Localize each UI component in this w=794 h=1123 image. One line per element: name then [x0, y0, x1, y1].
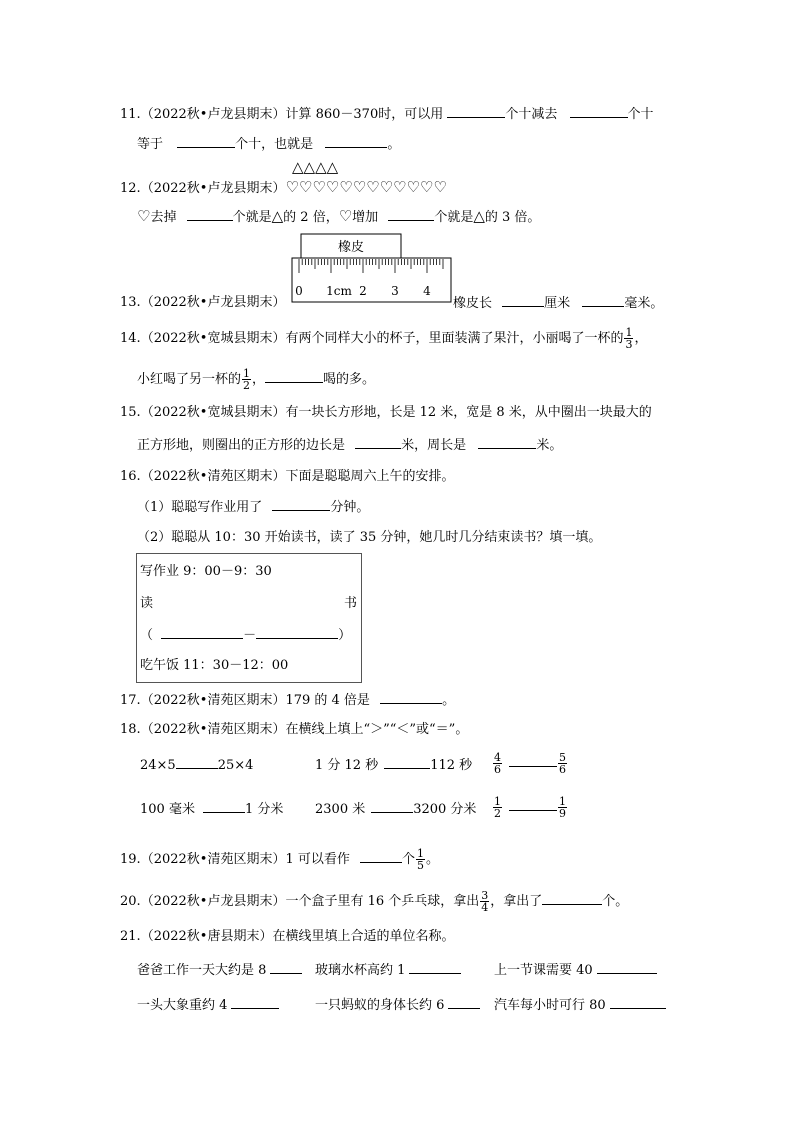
- q11-blank-4[interactable]: [325, 135, 387, 148]
- q13-number: 13.: [120, 295, 141, 310]
- q18-r1-a: 24×5 25×4: [140, 758, 254, 773]
- q18-r2-a: 100 毫米 1 分米: [140, 802, 284, 817]
- schedule-homework: 写作业 9：00－9：30: [140, 564, 272, 579]
- q13-blank-mm[interactable]: [582, 294, 624, 307]
- fraction-three-quarters: $\frac{3}{4}$: [481, 889, 489, 914]
- unit-blank[interactable]: [597, 961, 657, 974]
- q13-line: [120, 294, 285, 312]
- q16-part2: （2）聪聪从 10：30 开始读书，读了 35 分钟，她几时几分结束读书？填一填。: [137, 530, 602, 545]
- q17-line: 17.（2022秋•清苑区期末）179 的 4 倍是 。: [120, 693, 456, 708]
- unit-blank[interactable]: [610, 996, 666, 1009]
- q16-source: （2022秋•清苑区期末）: [140, 469, 286, 484]
- q12-triangle-row: △△△△: [292, 158, 339, 176]
- q13-ruler-figure: [291, 233, 453, 303]
- q11-line1: 11.（2022秋•卢龙县期末）计算 860－370时，可以用 个十减去 个十: [120, 107, 654, 122]
- reading-start-blank[interactable]: [161, 626, 243, 639]
- q18-r1-b: 1 分 12 秒 112 秒: [315, 758, 473, 773]
- ruler-label-1cm: 1cm: [326, 284, 352, 298]
- unit-blank[interactable]: [409, 961, 461, 974]
- q14-blank[interactable]: [265, 370, 323, 383]
- unit-blank[interactable]: [448, 996, 480, 1009]
- q20-number: 20.: [120, 894, 141, 909]
- ruler-label-0: 0: [295, 284, 303, 298]
- q19-number: 19.: [120, 852, 141, 867]
- q21-item-c: 上一节课需要 40: [494, 961, 657, 980]
- q20-line: 20.（2022秋•卢龙县期末）一个盒子里有 16 个乒乓球，拿出 $\frac{3}{4}$ ，拿出了 个。: [120, 889, 629, 914]
- q20-blank[interactable]: [542, 892, 602, 905]
- q15-line1: 15.（2022秋•宽城县期末）有一块长方形地，长是 12 米，宽是 8 米，从中圈出一块最大的: [120, 405, 652, 420]
- q15-source: （2022秋•宽城县期末）: [140, 405, 286, 420]
- q16-part1: （1）聪聪写作业用了 分钟。: [137, 500, 370, 515]
- compare-blank[interactable]: [371, 800, 413, 813]
- q18-r1-c: $\frac{4}{6}$ $\frac{5}{6}$: [494, 751, 566, 776]
- ruler-label-4: 4: [423, 284, 431, 298]
- q15-blank-perimeter[interactable]: [478, 436, 536, 449]
- q18-r2-c: $\frac{1}{2}$ $\frac{1}{9}$: [494, 795, 566, 820]
- q19-line: 19.（2022秋•清苑区期末）1 可以看作 个 $\frac{1}{5}$ 。: [120, 847, 440, 872]
- q15-line2: 正方形地，则圈出的正方形的边长是 米，周长是 米。: [137, 438, 563, 453]
- heart-icon: ♡: [137, 207, 151, 225]
- unit-blank[interactable]: [231, 996, 279, 1009]
- heart-icon: ♡: [338, 207, 353, 225]
- q14-number: 14.: [120, 331, 141, 346]
- q16-line1: 16.（2022秋•清苑区期末）下面是聪聪周六上午的安排。: [120, 469, 455, 484]
- q11-blank-1[interactable]: [447, 105, 505, 118]
- q15-blank-side[interactable]: [355, 436, 401, 449]
- q11-blank-2[interactable]: [570, 105, 628, 118]
- q11-source: （2022秋•卢龙县期末）: [140, 107, 286, 122]
- ruler-label-2: 2: [359, 284, 367, 298]
- q12-blank-1[interactable]: [187, 208, 233, 221]
- q17-number: 17.: [120, 693, 141, 708]
- q13-blank-cm[interactable]: [502, 294, 544, 307]
- q21-item-b: 玻璃水杯高约 1: [315, 961, 461, 980]
- q21-item-d: 一头大象重约 4: [137, 996, 279, 1015]
- q12-blank-2[interactable]: [388, 208, 434, 221]
- q11-line2: 等于 个十，也就是 。: [137, 137, 401, 152]
- q12-line1: [120, 178, 447, 198]
- fraction-one-third: $\frac{1}{3}$: [625, 326, 633, 351]
- schedule-reading-label-a: 读: [140, 596, 154, 611]
- q13-tail: 橡皮长 厘米 毫米。: [453, 296, 664, 311]
- q18-r2-b: 2300 米 3200 分米: [315, 802, 477, 817]
- fraction-one-half: $\frac{1}{2}$: [243, 367, 251, 392]
- q14-line1: 14.（2022秋•宽城县期末）有两个同样大小的杯子，里面装满了果汁，小丽喝了一杯的 $\frac{1}{3}$ ，: [120, 326, 648, 351]
- compare-blank[interactable]: [509, 754, 557, 767]
- q12-line2: ♡去掉 个就是△的 2 倍，♡增加 个就是△的 3 倍。: [137, 207, 541, 225]
- q20-source: （2022秋•卢龙县期末）: [140, 894, 286, 909]
- q18-source: （2022秋•清苑区期末）: [140, 722, 286, 737]
- q18-line: 18.（2022秋•清苑区期末）在横线上填上“＞”“＜”或“＝”。: [120, 722, 469, 737]
- q13-source: （2022秋•卢龙县期末）: [140, 295, 286, 310]
- q21-number: 21.: [120, 929, 141, 944]
- compare-blank[interactable]: [384, 756, 430, 769]
- q21-item-f: 汽车每小时可行 80: [494, 996, 666, 1015]
- ruler-label-3: 3: [391, 284, 399, 298]
- q21-source: （2022秋•唐县期末）: [140, 929, 273, 944]
- triangle-icon: △: [473, 207, 485, 225]
- q21-line: 21.（2022秋•唐县期末）在横线里填上合适的单位名称。: [120, 929, 455, 944]
- compare-blank[interactable]: [509, 798, 557, 811]
- q19-source: （2022秋•清苑区期末）: [140, 852, 286, 867]
- q12-number: 12.: [120, 181, 141, 196]
- q17-source: （2022秋•清苑区期末）: [140, 693, 286, 708]
- q12-source: （2022秋•卢龙县期末）: [140, 181, 286, 196]
- q11-number: 11.: [120, 107, 141, 122]
- q16-number: 16.: [120, 469, 141, 484]
- q14-source: （2022秋•宽城县期末）: [140, 331, 286, 346]
- q18-number: 18.: [120, 722, 141, 737]
- q21-item-a: 爸爸工作一天大约是 8: [137, 961, 302, 980]
- reading-end-blank[interactable]: [256, 626, 338, 639]
- q14-line2: 小红喝了另一杯的 $\frac{1}{2}$ ， 喝的多。: [137, 367, 376, 392]
- compare-blank[interactable]: [203, 800, 245, 813]
- fraction-one-fifth: $\frac{1}{5}$: [417, 847, 425, 872]
- schedule-reading-time: （ － ）: [140, 628, 352, 643]
- eraser-label: 橡皮: [337, 240, 365, 255]
- q16-blank-minutes[interactable]: [272, 498, 330, 511]
- q19-blank[interactable]: [360, 850, 402, 863]
- q15-number: 15.: [120, 405, 141, 420]
- q12-heart-row: ♡♡♡♡♡♡♡♡♡♡♡♡: [285, 178, 447, 196]
- q11-blank-3[interactable]: [177, 135, 235, 148]
- schedule-lunch: 吃午饭 11：30－12：00: [140, 658, 289, 673]
- unit-blank[interactable]: [270, 961, 302, 974]
- q17-blank[interactable]: [380, 691, 442, 704]
- compare-blank[interactable]: [176, 756, 218, 769]
- schedule-reading-label-b: 书: [344, 596, 358, 611]
- q21-item-e: 一只蚂蚁的身体长约 6: [315, 996, 480, 1015]
- triangle-icon: △: [271, 207, 284, 225]
